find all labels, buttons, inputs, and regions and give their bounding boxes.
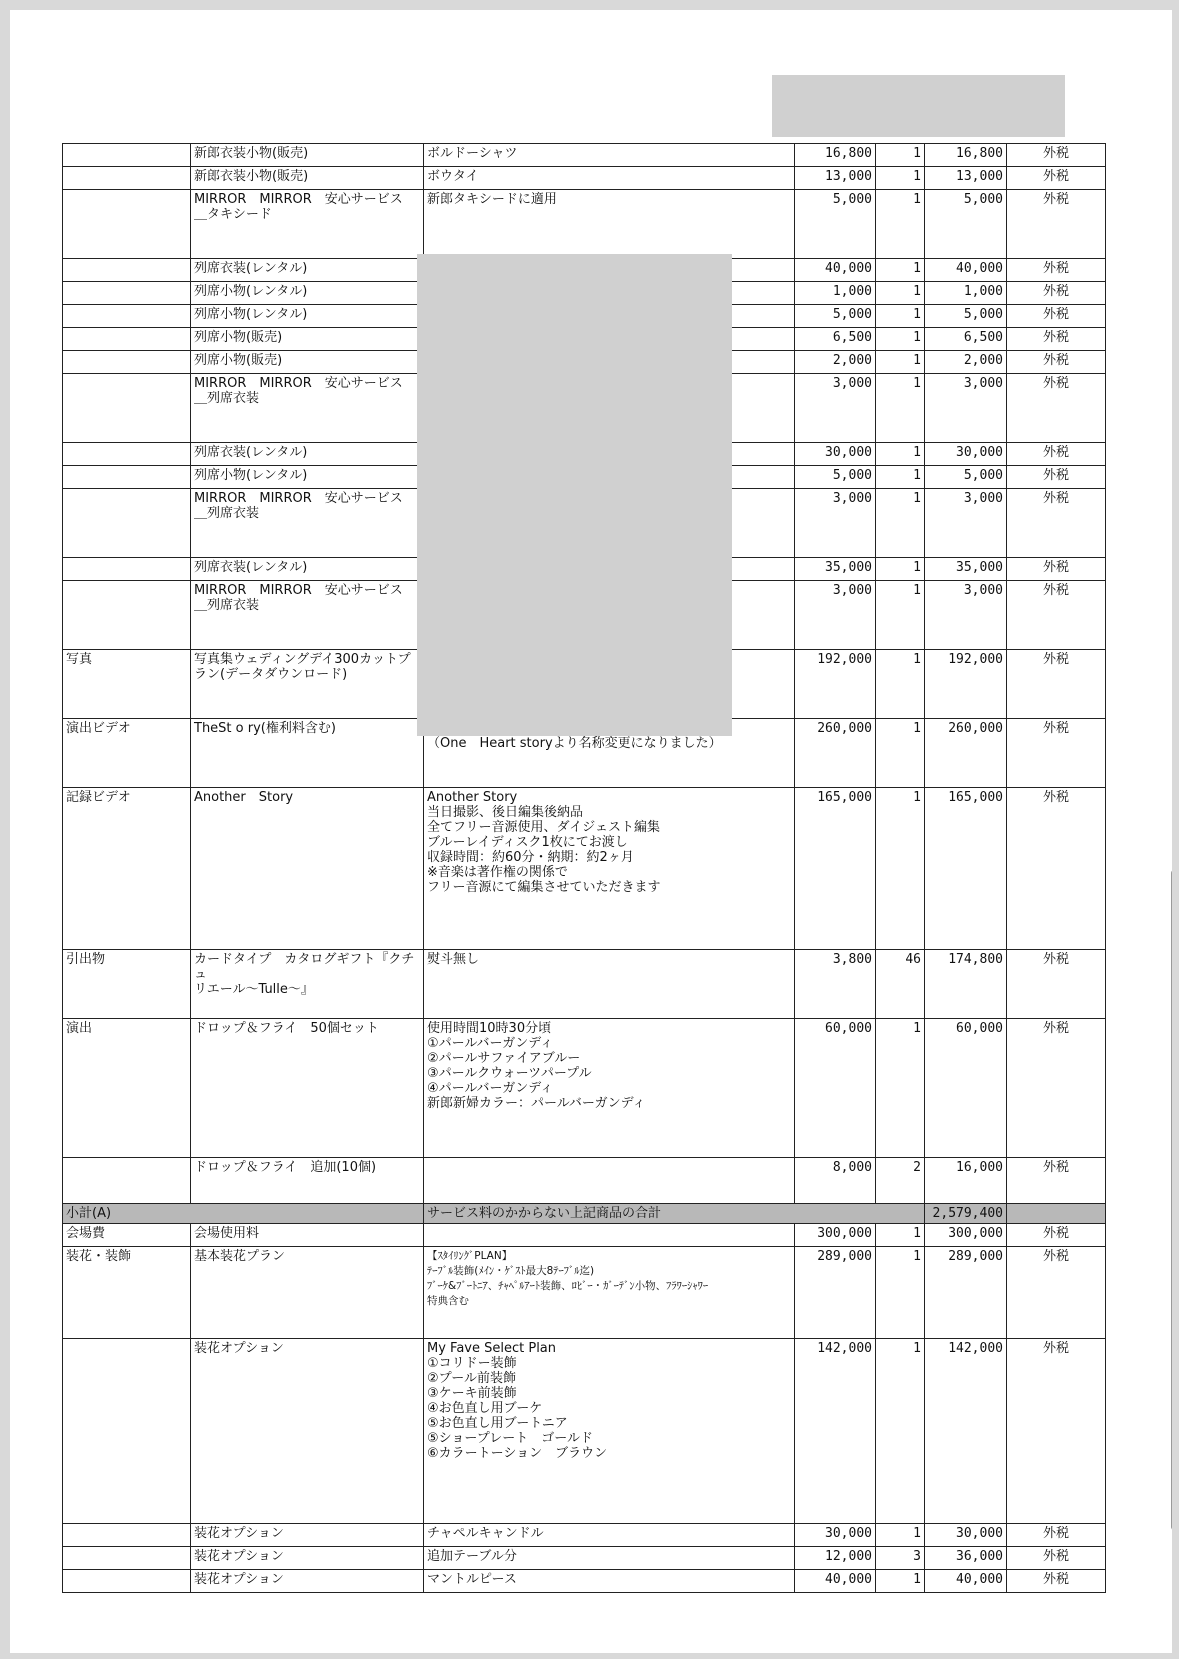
item-cell: 列席小物(レンタル): [191, 466, 424, 489]
quantity-cell: 46: [876, 950, 925, 1019]
item-cell: 新郎衣装小物(販売): [191, 144, 424, 167]
item-cell: MIRROR MIRROR 安心サービス ＿列席衣装: [191, 489, 424, 558]
subtotal-label: 小計(A): [63, 1204, 424, 1224]
amount-cell: 16,800: [925, 144, 1007, 167]
tax-type-cell: 外税: [1007, 282, 1106, 305]
unit-price-cell: 165,000: [795, 788, 876, 950]
description-cell: Another Story 当日撮影、後日編集後納品 全てフリー音源使用、ダイジェスト編集 ブルーレイディスク1枚にてお渡し 収録時間：約60分・納期：約2ヶ月 ※音楽は著作権の関係で フリー音源にて編集させていただきます: [424, 788, 795, 950]
item-cell: 基本装花プラン: [191, 1247, 424, 1339]
unit-price-cell: 300,000: [795, 1224, 876, 1247]
amount-cell: 289,000: [925, 1247, 1007, 1339]
description-cell: ボウタイ: [424, 167, 795, 190]
item-cell: 写真集ウェディングデイ300カットプ ラン(データダウンロード): [191, 650, 424, 719]
unit-price-cell: 3,000: [795, 489, 876, 558]
item-cell: 装花オプション: [191, 1570, 424, 1593]
category-cell: [63, 1524, 191, 1547]
description-cell: My Fave Select Plan ①コリドー装飾 ②プール前装飾 ③ケーキ前装飾 ④お色直し用ブーケ ⑤お色直し用ブートニア ⑤ショープレート ゴールド ⑥カラートーション ブラウン: [424, 1339, 795, 1524]
tax-type-cell: 外税: [1007, 328, 1106, 351]
quantity-cell: 1: [876, 144, 925, 167]
item-cell: 会場使用料: [191, 1224, 424, 1247]
category-cell: [63, 282, 191, 305]
category-cell: [63, 305, 191, 328]
amount-cell: 36,000: [925, 1547, 1007, 1570]
item-cell: 装花オプション: [191, 1339, 424, 1524]
table-row: [63, 950, 1106, 1019]
category-cell: 装花・装飾: [63, 1247, 191, 1339]
description-cell: [424, 1158, 795, 1204]
amount-cell: 174,800: [925, 950, 1007, 1019]
quantity-cell: 2: [876, 1158, 925, 1204]
item-cell: Another Story: [191, 788, 424, 950]
category-cell: [63, 1339, 191, 1524]
item-cell: 装花オプション: [191, 1524, 424, 1547]
unit-price-cell: 60,000: [795, 1019, 876, 1158]
category-cell: [63, 558, 191, 581]
quantity-cell: 1: [876, 1019, 925, 1158]
table-row: [63, 788, 1106, 950]
amount-cell: 30,000: [925, 1524, 1007, 1547]
category-cell: [63, 351, 191, 374]
amount-cell: 2,000: [925, 351, 1007, 374]
category-cell: 引出物: [63, 950, 191, 1019]
category-cell: [63, 259, 191, 282]
unit-price-cell: 3,000: [795, 374, 876, 443]
unit-price-cell: 142,000: [795, 1339, 876, 1524]
amount-cell: 5,000: [925, 305, 1007, 328]
quantity-cell: 1: [876, 719, 925, 788]
unit-price-cell: 192,000: [795, 650, 876, 719]
unit-price-cell: 40,000: [795, 259, 876, 282]
unit-price-cell: 13,000: [795, 167, 876, 190]
category-cell: [63, 581, 191, 650]
redaction-block-header: [772, 75, 1065, 137]
item-cell: 列席小物(販売): [191, 328, 424, 351]
description-cell: 【ｽﾀｲﾘﾝｸﾞPLAN】 ﾃｰﾌﾞﾙ装飾(ﾒｲﾝ・ｹﾞｽﾄ最大8ﾃｰﾌﾞﾙ迄) ﾌﾞｰｹ&ﾌﾞｰﾄﾆｱ、ﾁｬﾍﾟﾙｱｰﾄ装飾、ﾛﾋﾞｰ・ｶﾞｰﾃﾞﾝ小物、ﾌﾗﾜｰｼｬﾜｰ 特典含む: [424, 1247, 795, 1339]
subtotal-description: サービス料のかからない上記商品の合計: [424, 1204, 925, 1224]
quantity-cell: 1: [876, 328, 925, 351]
table-row: [63, 167, 1106, 190]
item-cell: MIRROR MIRROR 安心サービス ＿列席衣装: [191, 581, 424, 650]
unit-price-cell: 30,000: [795, 1524, 876, 1547]
unit-price-cell: 30,000: [795, 443, 876, 466]
description-cell: （One Heart storyより名称変更になりました）: [424, 719, 795, 788]
tax-type-cell: 外税: [1007, 1224, 1106, 1247]
tax-type-cell: 外税: [1007, 719, 1106, 788]
item-cell: カードタイプ カタログギフト『クチュ リエール～Tulle～』: [191, 950, 424, 1019]
table-row: [63, 190, 1106, 259]
category-cell: [63, 1570, 191, 1593]
unit-price-cell: 3,000: [795, 581, 876, 650]
item-cell: 列席小物(レンタル): [191, 305, 424, 328]
quantity-cell: 1: [876, 305, 925, 328]
tax-type-cell: 外税: [1007, 351, 1106, 374]
category-cell: [63, 1547, 191, 1570]
quantity-cell: 1: [876, 259, 925, 282]
table-row: [63, 1570, 1106, 1593]
tax-type-cell: 外税: [1007, 466, 1106, 489]
category-cell: [63, 190, 191, 259]
item-cell: 列席小物(販売): [191, 351, 424, 374]
category-cell: [63, 466, 191, 489]
subtotal-tax: [1007, 1204, 1106, 1224]
tax-type-cell: 外税: [1007, 1247, 1106, 1339]
description-cell: [424, 1224, 795, 1247]
category-cell: 記録ビデオ: [63, 788, 191, 950]
category-cell: 会場費: [63, 1224, 191, 1247]
item-cell: 装花オプション: [191, 1547, 424, 1570]
quantity-cell: 1: [876, 190, 925, 259]
table-row: [63, 1547, 1106, 1570]
tax-type-cell: 外税: [1007, 1570, 1106, 1593]
category-cell: [63, 489, 191, 558]
unit-price-cell: 8,000: [795, 1158, 876, 1204]
quantity-cell: 1: [876, 1570, 925, 1593]
category-cell: 演出ビデオ: [63, 719, 191, 788]
amount-cell: 40,000: [925, 1570, 1007, 1593]
amount-cell: 3,000: [925, 374, 1007, 443]
description-cell: ボルドーシャツ: [424, 144, 795, 167]
tax-type-cell: 外税: [1007, 443, 1106, 466]
category-cell: [63, 443, 191, 466]
item-cell: 新郎衣装小物(販売): [191, 167, 424, 190]
amount-cell: 40,000: [925, 259, 1007, 282]
subtotal-amount: 2,579,400: [925, 1204, 1007, 1224]
tax-type-cell: 外税: [1007, 558, 1106, 581]
description-cell: 使用時間10時30分頃 ①パールバーガンディ ②パールサファイアブルー ③パールクウォーツパープル ④パールバーガンディ 新郎新婦カラー：パールバーガンディ: [424, 1019, 795, 1158]
tax-type-cell: 外税: [1007, 305, 1106, 328]
tax-type-cell: 外税: [1007, 259, 1106, 282]
category-cell: [63, 374, 191, 443]
tax-type-cell: 外税: [1007, 1158, 1106, 1204]
description-cell: チャペルキャンドル: [424, 1524, 795, 1547]
amount-cell: 6,500: [925, 328, 1007, 351]
amount-cell: 13,000: [925, 167, 1007, 190]
unit-price-cell: 3,800: [795, 950, 876, 1019]
quantity-cell: 1: [876, 1247, 925, 1339]
scrollbar-thumb[interactable]: [1171, 870, 1172, 1530]
quantity-cell: 1: [876, 466, 925, 489]
quantity-cell: 1: [876, 1524, 925, 1547]
description-cell: 熨斗無し: [424, 950, 795, 1019]
unit-price-cell: 12,000: [795, 1547, 876, 1570]
tax-type-cell: 外税: [1007, 374, 1106, 443]
tax-type-cell: 外税: [1007, 950, 1106, 1019]
tax-type-cell: 外税: [1007, 1547, 1106, 1570]
amount-cell: 165,000: [925, 788, 1007, 950]
amount-cell: 5,000: [925, 190, 1007, 259]
quantity-cell: 1: [876, 282, 925, 305]
quantity-cell: 1: [876, 443, 925, 466]
quantity-cell: 1: [876, 1339, 925, 1524]
item-cell: 列席衣装(レンタル): [191, 443, 424, 466]
item-cell: MIRROR MIRROR 安心サービス ＿列席衣装: [191, 374, 424, 443]
table-row: [63, 1224, 1106, 1247]
quantity-cell: 1: [876, 558, 925, 581]
amount-cell: 35,000: [925, 558, 1007, 581]
item-cell: TheSt o ry(権利料含む): [191, 719, 424, 788]
quantity-cell: 1: [876, 650, 925, 719]
unit-price-cell: 16,800: [795, 144, 876, 167]
tax-type-cell: 外税: [1007, 144, 1106, 167]
item-cell: 列席衣装(レンタル): [191, 558, 424, 581]
category-cell: [63, 328, 191, 351]
item-cell: 列席小物(レンタル): [191, 282, 424, 305]
description-cell: 追加テーブル分: [424, 1547, 795, 1570]
quantity-cell: 1: [876, 1224, 925, 1247]
tax-type-cell: 外税: [1007, 581, 1106, 650]
category-cell: 演出: [63, 1019, 191, 1158]
unit-price-cell: 5,000: [795, 466, 876, 489]
quantity-cell: 1: [876, 788, 925, 950]
tax-type-cell: 外税: [1007, 650, 1106, 719]
unit-price-cell: 35,000: [795, 558, 876, 581]
tax-type-cell: 外税: [1007, 788, 1106, 950]
subtotal-row: [63, 1204, 1106, 1224]
description-cell: 新郎タキシードに適用: [424, 190, 795, 259]
document-page: [10, 10, 1172, 1653]
amount-cell: 142,000: [925, 1339, 1007, 1524]
amount-cell: 3,000: [925, 489, 1007, 558]
table-row: [63, 1524, 1106, 1547]
quantity-cell: 1: [876, 374, 925, 443]
tax-type-cell: 外税: [1007, 1524, 1106, 1547]
unit-price-cell: 6,500: [795, 328, 876, 351]
tax-type-cell: 外税: [1007, 167, 1106, 190]
quantity-cell: 1: [876, 351, 925, 374]
unit-price-cell: 2,000: [795, 351, 876, 374]
quantity-cell: 1: [876, 581, 925, 650]
redaction-block-descriptions: [417, 254, 732, 736]
unit-price-cell: 1,000: [795, 282, 876, 305]
unit-price-cell: 5,000: [795, 190, 876, 259]
quantity-cell: 1: [876, 489, 925, 558]
amount-cell: 5,000: [925, 466, 1007, 489]
amount-cell: 300,000: [925, 1224, 1007, 1247]
amount-cell: 260,000: [925, 719, 1007, 788]
quantity-cell: 1: [876, 167, 925, 190]
table-row: [63, 1247, 1106, 1339]
tax-type-cell: 外税: [1007, 1339, 1106, 1524]
tax-type-cell: 外税: [1007, 1019, 1106, 1158]
unit-price-cell: 289,000: [795, 1247, 876, 1339]
amount-cell: 3,000: [925, 581, 1007, 650]
amount-cell: 1,000: [925, 282, 1007, 305]
table-row: [63, 1019, 1106, 1158]
unit-price-cell: 5,000: [795, 305, 876, 328]
description-cell: マントルピース: [424, 1570, 795, 1593]
item-cell: ドロップ＆フライ 追加(10個): [191, 1158, 424, 1204]
amount-cell: 30,000: [925, 443, 1007, 466]
category-cell: [63, 1158, 191, 1204]
category-cell: 写真: [63, 650, 191, 719]
category-cell: [63, 144, 191, 167]
table-row: [63, 1339, 1106, 1524]
unit-price-cell: 260,000: [795, 719, 876, 788]
item-cell: ドロップ＆フライ 50個セット: [191, 1019, 424, 1158]
amount-cell: 192,000: [925, 650, 1007, 719]
amount-cell: 60,000: [925, 1019, 1007, 1158]
tax-type-cell: 外税: [1007, 190, 1106, 259]
category-cell: [63, 167, 191, 190]
item-cell: MIRROR MIRROR 安心サービス ＿タキシード: [191, 190, 424, 259]
table-row: [63, 1158, 1106, 1204]
item-cell: 列席衣装(レンタル): [191, 259, 424, 282]
quantity-cell: 3: [876, 1547, 925, 1570]
table-row: [63, 144, 1106, 167]
tax-type-cell: 外税: [1007, 489, 1106, 558]
unit-price-cell: 40,000: [795, 1570, 876, 1593]
amount-cell: 16,000: [925, 1158, 1007, 1204]
